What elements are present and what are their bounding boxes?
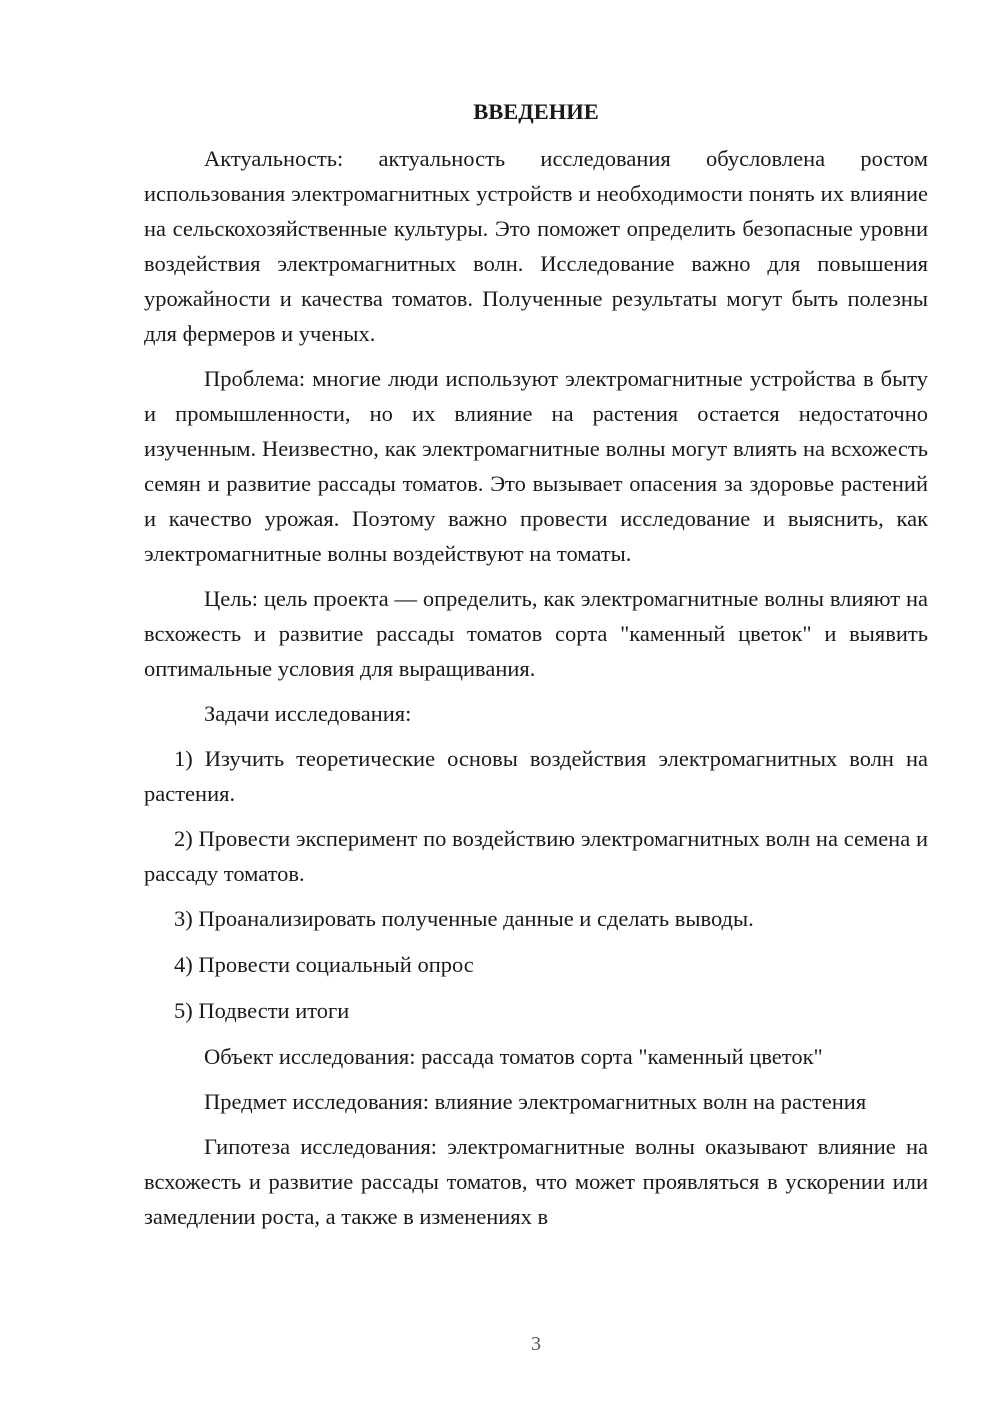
section-title: ВВЕДЕНИЕ bbox=[473, 99, 599, 124]
paragraph-hypothesis: Гипотеза исследования: электромагнитные волны оказывают влияние на всхожесть и развитие рассады томатов, что может проявляться в ускорении или замедлении роста, а также в изменениях в bbox=[144, 1134, 928, 1229]
paragraph-object: Объект исследования: рассада томатов сорта "каменный цветок" bbox=[204, 1044, 823, 1069]
page-number: 3 bbox=[531, 1333, 541, 1355]
task-item: 3) Проанализировать полученные данные и сделать выводы. bbox=[174, 906, 754, 931]
task-item: 5) Подвести итоги bbox=[174, 998, 350, 1023]
task-item: 4) Провести социальный опрос bbox=[174, 952, 474, 977]
paragraph-subject: Предмет исследования: влияние электромагнитных волн на растения bbox=[204, 1089, 867, 1114]
paragraph-problem: Проблема: многие люди используют электромагнитные устройства в быту и промышленности, но их влияние на растения остается недостаточно изученным. Неизвестно, как электромагнитные волны могут влиять на всхожесть семян и развитие рассады томатов. Это вызывает опасения за здоровье растений и качество урожая. Поэтому важно провести исследование и выяснить, как электромагнитные волны воздействуют на томаты. bbox=[144, 366, 928, 566]
page-content bbox=[144, 94, 928, 1244]
paragraph-relevance: Актуальность: актуальность исследования обусловлена ростом использования электромагнитных устройств и необходимости понять их влияние на сельскохозяйственные культуры. Это поможет определить безопасные уровни воздействия электромагнитных волн. Исследование важно для повышения урожайности и качества томатов. Полученные результаты могут быть полезны для фермеров и ученых. bbox=[144, 146, 928, 346]
task-item: 1) Изучить теоретические основы воздействия электромагнитных волн на растения. bbox=[144, 746, 928, 806]
task-item: 2) Провести эксперимент по воздействию электромагнитных волн на семена и рассаду томатов. bbox=[144, 826, 928, 886]
tasks-heading: Задачи исследования: bbox=[204, 701, 412, 726]
paragraph-goal: Цель: цель проекта — определить, как электромагнитные волны влияют на всхожесть и развитие рассады томатов сорта "каменный цветок" и выявить оптимальные условия для выращивания. bbox=[144, 586, 928, 681]
